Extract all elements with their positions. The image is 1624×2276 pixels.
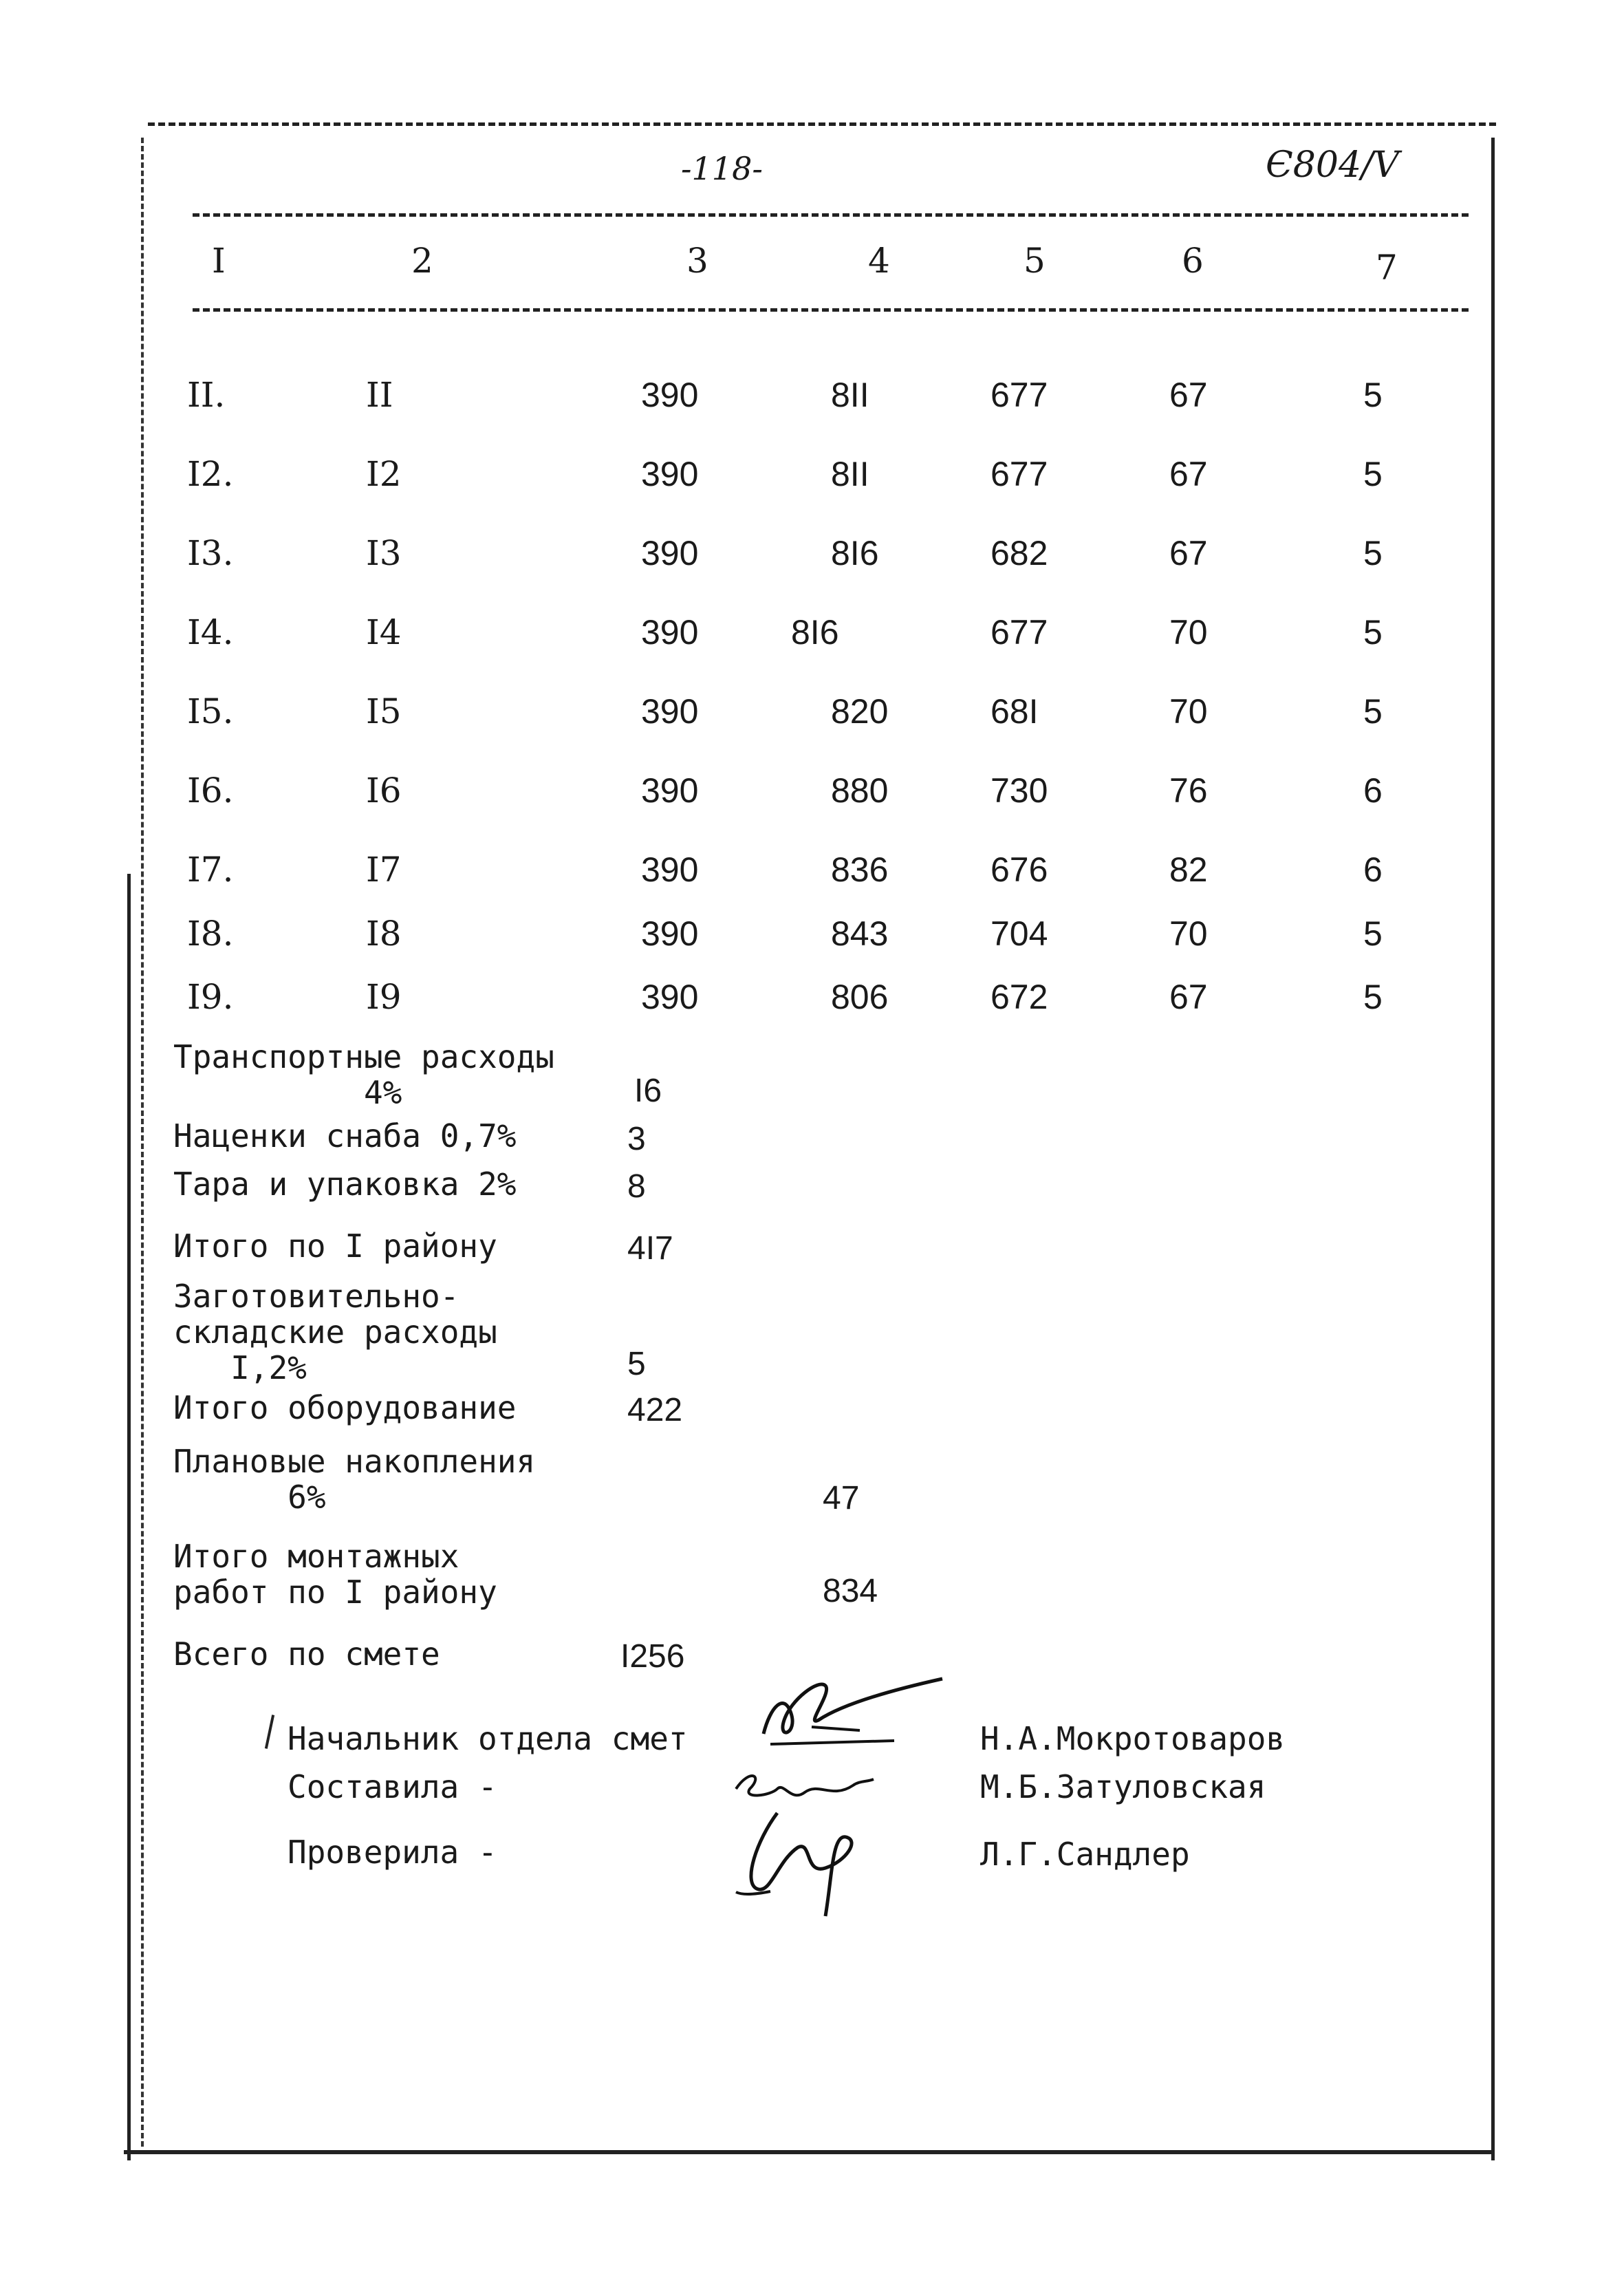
- compiled-by-role: Составила -: [288, 1768, 497, 1805]
- frame-left-border: [141, 138, 144, 2147]
- packaging-value: 8: [627, 1168, 646, 1205]
- checked-by-name: Л.Г.Сандлер: [980, 1836, 1190, 1873]
- supply-markup-label: Наценки снаба 0,7%: [173, 1117, 517, 1155]
- header-dashed-line-top: [193, 213, 1469, 217]
- value-col-4: 880: [831, 771, 889, 810]
- row-ref: I7: [366, 850, 402, 890]
- value-col-5: 704: [990, 914, 1048, 953]
- value-col-6: 70: [1169, 613, 1208, 652]
- table-row: [0, 375, 1624, 423]
- value-col-3: 390: [641, 613, 699, 652]
- column-header-7: 7: [1376, 248, 1398, 288]
- value-col-4: 836: [831, 850, 889, 889]
- frame-top-border: [148, 122, 1496, 126]
- row-ref: I6: [366, 771, 402, 810]
- grand-total-value: I256: [620, 1638, 685, 1675]
- row-ref: I5: [366, 691, 402, 731]
- value-col-6: 70: [1169, 914, 1208, 953]
- row-ref: I4: [366, 612, 402, 652]
- value-col-4: 8II: [831, 376, 869, 414]
- table-row: [0, 977, 1624, 1025]
- row-ref: I3: [366, 533, 402, 573]
- compiled-by-name: М.Б.Затуловская: [980, 1768, 1266, 1805]
- value-col-6: 82: [1169, 850, 1208, 889]
- frame-right-border: [1491, 138, 1495, 2160]
- value-col-3: 390: [641, 850, 699, 889]
- value-col-3: 390: [641, 771, 699, 810]
- checked-by-role: Проверила -: [288, 1834, 497, 1871]
- value-col-7: 5: [1363, 455, 1383, 493]
- table-row: [0, 533, 1624, 581]
- value-col-6: 67: [1169, 978, 1208, 1016]
- value-col-7: 5: [1363, 613, 1383, 652]
- row-number: I2.: [187, 454, 234, 494]
- row-number: I5.: [187, 691, 234, 731]
- column-header-1: I: [212, 241, 226, 281]
- value-col-5: 677: [990, 613, 1048, 652]
- table-row: [0, 454, 1624, 502]
- total-equipment-value: 422: [627, 1392, 683, 1428]
- value-col-7: 5: [1363, 534, 1383, 572]
- value-col-7: 5: [1363, 914, 1383, 953]
- frame-bottom-border: [124, 2150, 1494, 2154]
- document-code: Є804/V: [1266, 144, 1400, 186]
- value-col-6: 67: [1169, 455, 1208, 493]
- value-col-5: 677: [990, 455, 1048, 493]
- column-header-2: 2: [411, 241, 433, 281]
- total-district-label: Итого по I району: [173, 1227, 497, 1265]
- value-col-6: 67: [1169, 534, 1208, 572]
- value-col-4: 8II: [831, 455, 869, 493]
- row-number: I3.: [187, 533, 234, 573]
- value-col-4: 806: [831, 978, 889, 1016]
- row-number: I7.: [187, 850, 234, 890]
- column-header-3: 3: [686, 241, 708, 281]
- value-col-3: 390: [641, 978, 699, 1016]
- storage-costs-label: Заготовительно- складские расходы I,2%: [173, 1278, 497, 1386]
- row-number: I9.: [187, 977, 234, 1017]
- signature-head: [722, 1665, 949, 1768]
- transport-costs-label: Транспортные расходы 4%: [173, 1038, 554, 1111]
- value-col-7: 5: [1363, 692, 1383, 731]
- page-number: -118-: [681, 150, 763, 187]
- value-col-4: 8I6: [791, 613, 839, 652]
- row-ref: I8: [366, 914, 402, 954]
- value-col-4: 820: [831, 692, 889, 731]
- table-row: [0, 914, 1624, 962]
- column-header-4: 4: [868, 241, 890, 281]
- packaging-label: Тара и упаковка 2%: [173, 1166, 517, 1203]
- planned-savings-label: Плановые накопления 6%: [173, 1443, 536, 1516]
- value-col-6: 76: [1169, 771, 1208, 810]
- value-col-3: 390: [641, 455, 699, 493]
- value-col-5: 677: [990, 376, 1048, 414]
- head-of-department-role: Начальник отдела смет: [288, 1720, 688, 1757]
- value-col-4: 843: [831, 914, 889, 953]
- column-header-5: 5: [1024, 241, 1046, 281]
- table-row: [0, 691, 1624, 740]
- column-header-6: 6: [1182, 241, 1204, 281]
- signature-checked: [729, 1799, 901, 1923]
- value-col-7: 5: [1363, 376, 1383, 414]
- value-col-5: 68I: [990, 692, 1039, 731]
- value-col-3: 390: [641, 692, 699, 731]
- value-col-5: 682: [990, 534, 1048, 572]
- value-col-6: 67: [1169, 376, 1208, 414]
- value-col-5: 676: [990, 850, 1048, 889]
- value-col-7: 5: [1363, 978, 1383, 1016]
- storage-costs-value: 5: [627, 1346, 646, 1382]
- row-number: I8.: [187, 914, 234, 954]
- value-col-3: 390: [641, 914, 699, 953]
- value-col-7: 6: [1363, 850, 1383, 889]
- table-row: [0, 612, 1624, 661]
- total-installation-label: Итого монтажных работ по I району: [173, 1538, 497, 1611]
- value-col-3: 390: [641, 376, 699, 414]
- grand-total-label: Всего по смете: [173, 1635, 440, 1673]
- planned-savings-value: 47: [823, 1480, 860, 1516]
- row-ref: I2: [366, 454, 402, 494]
- row-ref: I9: [366, 977, 402, 1017]
- row-number: I6.: [187, 771, 234, 810]
- table-row: [0, 771, 1624, 819]
- value-col-5: 672: [990, 978, 1048, 1016]
- row-ref: II: [366, 375, 393, 415]
- total-district-value: 4I7: [627, 1230, 673, 1267]
- value-col-5: 730: [990, 771, 1048, 810]
- total-equipment-label: Итого оборудование: [173, 1389, 517, 1426]
- transport-costs-value: I6: [634, 1073, 662, 1109]
- value-col-4: 8I6: [831, 534, 879, 572]
- frame-left-border-lower: [127, 874, 131, 2160]
- table-row: [0, 850, 1624, 898]
- head-of-department-name: Н.А.Мокротоваров: [980, 1720, 1286, 1757]
- row-number: I4.: [187, 612, 234, 652]
- value-col-6: 70: [1169, 692, 1208, 731]
- row-number: II.: [187, 375, 226, 415]
- supply-markup-value: 3: [627, 1121, 646, 1157]
- header-dashed-line-bottom: [193, 308, 1469, 312]
- value-col-7: 6: [1363, 771, 1383, 810]
- total-installation-value: 834: [823, 1573, 878, 1609]
- value-col-3: 390: [641, 534, 699, 572]
- margin-mark: [265, 1715, 274, 1749]
